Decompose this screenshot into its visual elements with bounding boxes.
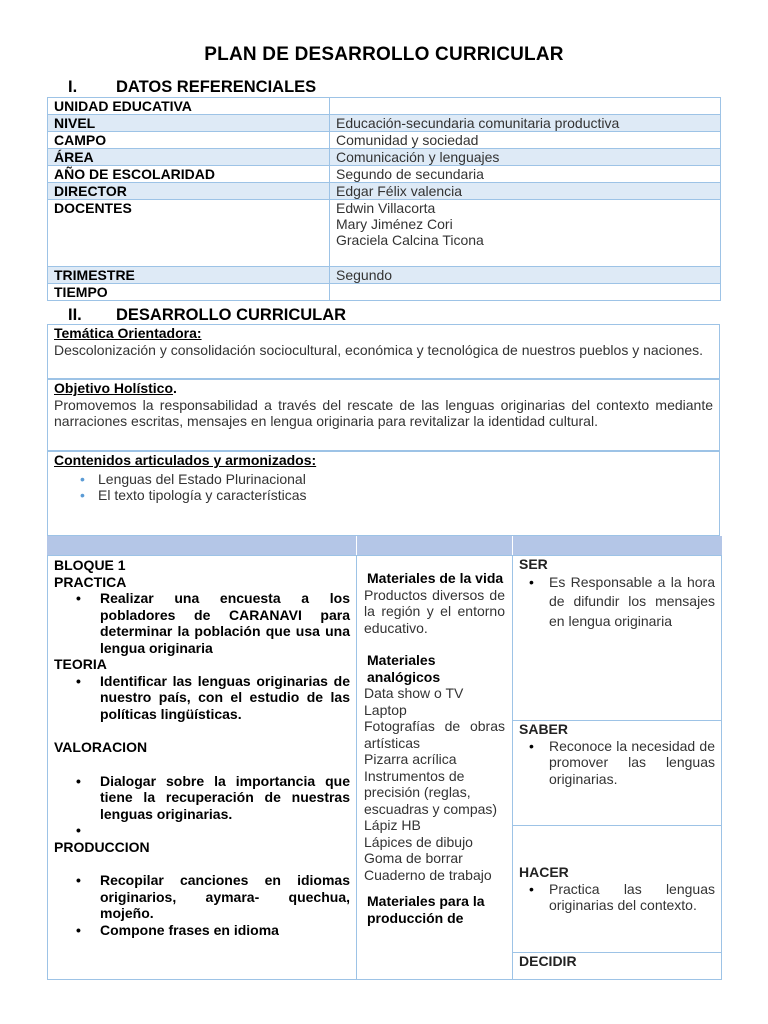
tematica-text: Descolonización y consolidación sociocultural, económica y tecnológica de nuestros pueblos y naciones. [54, 341, 704, 358]
row-value: Educación-secundaria comunitaria productiva [330, 115, 721, 132]
tematica-orientadora-box [47, 324, 720, 379]
valoracion-heading: VALORACION [54, 739, 148, 755]
row-value-docentes [330, 200, 721, 267]
material-item: Goma de borrar [364, 850, 463, 866]
dimension-text: • Es Responsable a la hora de difundir los mensajes en lengua originaria [519, 573, 715, 632]
dimension-label: DECIDIR [519, 953, 577, 969]
row-value: Segundo de secundaria [330, 166, 721, 183]
row-key: UNIDAD EDUCATIVA [48, 98, 330, 115]
materiales-produccion-heading: Materiales para la producción de [367, 893, 485, 926]
row-key: AÑO DE ESCOLARIDAD [48, 166, 330, 183]
table-row [48, 115, 721, 132]
row-value: Comunidad y sociedad [330, 132, 721, 149]
table-row [48, 149, 721, 166]
practica-heading: PRACTICA [54, 573, 127, 590]
objetivo-heading: Objetivo Holístico [54, 380, 174, 396]
dimensiones-column [512, 555, 722, 980]
material-item: Laptop [364, 701, 407, 718]
materiales-vida-heading: Materiales de la vida [367, 570, 504, 586]
material-item: Instrumentos de precisión (reglas, escuadras y compas) [364, 767, 498, 817]
dimension-label: SER [519, 556, 548, 572]
row-key: TIEMPO [48, 284, 330, 301]
row-key: DIRECTOR [48, 183, 330, 200]
dimension-hacer [513, 826, 721, 953]
column-divider [512, 536, 513, 555]
valoracion-item: • Dialogar sobre la importancia que tiene la recuperación de nuestras lenguas originarias. [54, 773, 350, 823]
objetivo-holistico-box: Objetivo Holístico. Promovemos la responsabilidad a través del rescate de las lenguas originarias del contexto mediante narraciones escritas, mensajes en lengua originaria para revitalizar la identidad cultural. [47, 379, 720, 451]
table-row [48, 200, 721, 267]
material-item: Data show o TV [364, 685, 464, 701]
dimension-text: • Reconoce la necesidad de promover las lenguas originarias. [519, 738, 715, 788]
section-label: DATOS REFERENCIALES [116, 78, 317, 96]
materiales-analogicos-heading: Materiales analógicos [367, 652, 441, 685]
material-item: Lápices de dibujo [364, 833, 473, 850]
list-item: • Lenguas del Estado Plurinacional [98, 471, 713, 488]
section-label: DESARROLLO CURRICULAR [116, 306, 347, 324]
produccion-item: • Compone frases en idioma [54, 922, 350, 939]
dimension-text: • Practica las lenguas originarias del contexto. [519, 881, 715, 914]
table-row [48, 98, 721, 115]
material-item: Cuaderno de trabajo [364, 866, 492, 883]
tematica-heading: Temática Orientadora: [54, 325, 202, 341]
table-row [48, 183, 721, 200]
teoria-item: • Identificar las lenguas originarias de nuestro país, con el estudio de las políticas lingüísticas. [54, 673, 350, 723]
table-row [48, 267, 721, 284]
teoria-heading: TEORIA [54, 656, 107, 672]
row-value: Comunicación y lenguajes [330, 149, 721, 166]
section-desarrollo-curricular [68, 306, 346, 325]
row-value: Segundo [330, 267, 721, 284]
docente-name: Edwin Villacorta [336, 200, 436, 216]
row-key: NIVEL [48, 115, 330, 132]
practica-item: • Realizar una encuesta a los pobladores de CARANAVI para determinar la población que usa una lengua originaria [54, 590, 350, 656]
table-row [48, 166, 721, 183]
section-datos-referenciales [68, 78, 316, 97]
materiales-column [356, 555, 513, 980]
row-value [330, 98, 721, 115]
list-item: • El texto tipología y características [98, 487, 713, 504]
document-title: PLAN DE DESARROLLO CURRICULAR [204, 44, 564, 65]
section-number: I. [68, 78, 78, 96]
row-value [330, 284, 721, 301]
bloque-title: BLOQUE 1 [54, 557, 126, 573]
materiales-vida-text: Productos diversos de la región y el entorno educativo. [364, 586, 505, 636]
table-header-band [47, 536, 722, 555]
column-divider [356, 536, 357, 555]
material-item: Lápiz HB [364, 817, 421, 833]
contenidos-heading: Contenidos articulados y armonizados: [54, 452, 317, 468]
table-row [48, 284, 721, 301]
contenidos-list [54, 471, 713, 504]
datos-referenciales-table [47, 97, 721, 301]
row-key: CAMPO [48, 132, 330, 149]
bloque-column [47, 555, 357, 980]
dimension-saber [513, 721, 721, 826]
section-number: II. [68, 306, 82, 324]
docente-name: Mary Jiménez Cori [336, 216, 453, 232]
material-item: Pizarra acrílica [364, 751, 457, 767]
material-item: Fotografías de obras artísticas [364, 718, 505, 751]
row-key: ÁREA [48, 149, 330, 166]
produccion-item: • Recopilar canciones en idiomas originarios, aymara- quechua, mojeño. [54, 872, 350, 922]
table-row [48, 132, 721, 149]
dimension-decidir [513, 953, 721, 980]
row-key: TRIMESTRE [48, 267, 330, 284]
dimension-ser [513, 556, 721, 721]
docente-name: Graciela Calcina Ticona [336, 232, 484, 248]
dimension-label: HACER [519, 864, 569, 880]
row-value: Edgar Félix valencia [330, 183, 721, 200]
row-key: DOCENTES [48, 200, 330, 267]
contenidos-box [47, 451, 720, 536]
empty-bullet [54, 822, 350, 839]
objetivo-text: Promovemos la responsabilidad a través del rescate de las lenguas originarias del contexto mediante narraciones escritas, mensajes en lengua originaria para revitalizar la identidad cultural. [54, 396, 713, 429]
dimension-label: SABER [519, 721, 569, 737]
produccion-heading: PRODUCCION [54, 838, 150, 855]
